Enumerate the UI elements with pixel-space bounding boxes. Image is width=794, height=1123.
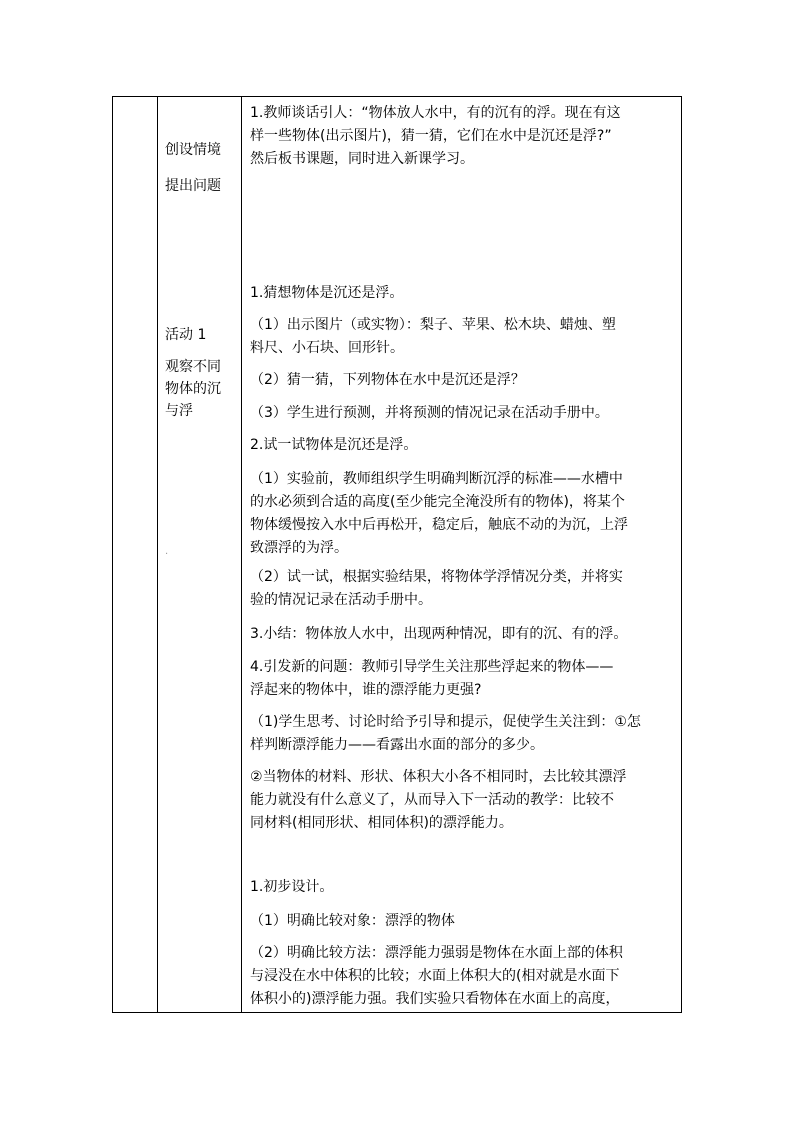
table-divider-1: [157, 96, 158, 1013]
para-intro: [250, 102, 682, 171]
text-line: 1.猜想物体是沉还是浮。: [250, 285, 404, 301]
para-discussion: [250, 711, 682, 757]
para-try-heading: [250, 434, 682, 457]
text-line: ②当物体的材料、形状、体积大小各不相同时，去比较其漂浮: [250, 769, 627, 785]
text-line: （2）试一试，根据实验结果，将物体学浮情况分类，并将实: [250, 569, 623, 585]
row-label-activity1: [165, 324, 237, 422]
stray-mark: .: [165, 546, 169, 557]
para-classify: [250, 566, 682, 612]
label-line: 观察不同: [165, 359, 221, 375]
para-guess: [250, 369, 682, 392]
text-line: （1）实验前，教师组织学生明确判断沉浮的标准——水槽中: [250, 471, 623, 487]
table-divider-2: [241, 96, 242, 1013]
para-compare-method: [250, 942, 682, 1011]
text-line: 能力就没有什么意义了，从而导入下一活动的教学：比较不: [250, 792, 614, 808]
text-line: （2）猜一猜，下列物体在水中是沉还是浮？: [250, 372, 525, 388]
row-label-intro: [165, 132, 237, 204]
label-line: 活动 1: [165, 327, 207, 343]
label-line: 与浮: [165, 403, 193, 419]
text-line: （3）学生进行预测，并将预测的情况记录在活动手册中。: [250, 405, 609, 421]
text-line: 体积小的)漂浮能力强。我们实验只看物体在水面上的高度，: [250, 991, 620, 1007]
label-line: 提出问题: [165, 178, 221, 194]
para-transition: [250, 766, 682, 835]
text-line: 然后板书课题，同时进入新课学习。: [250, 151, 474, 167]
text-line: 样一些物体(出示图片)，猜一猜，它们在水中是沉还是浮?”: [250, 128, 612, 144]
para-design-heading: [250, 876, 682, 899]
text-line: 1.初步设计。: [250, 879, 334, 895]
table-border-bottom: [112, 1012, 682, 1013]
label-line: 物体的沉: [165, 381, 221, 397]
para-show-pictures: [250, 314, 682, 360]
text-line: 1.教师谈话引人：“物体放人水中，有的沉有的浮。现在有这: [250, 105, 621, 121]
table-border-left: [112, 96, 113, 1013]
para-new-question: [250, 656, 682, 702]
text-line: 浮起来的物体中，谁的漂浮能力更强?: [250, 682, 482, 698]
text-line: 样判断漂浮能力——看露出水面的部分的多少。: [250, 737, 544, 753]
text-line: （2）明确比较方法：漂浮能力强弱是物体在水面上部的体积: [250, 945, 623, 961]
text-line: 物体缓慢按入水中后再松开，稳定后，触底不动的为沉，上浮: [250, 517, 628, 533]
text-line: 3.小结：物体放人水中，出现两种情况，即有的沉、有的浮。: [250, 626, 628, 642]
para-summary: [250, 623, 682, 646]
text-line: 2.试一试物体是沉还是浮。: [250, 437, 418, 453]
para-compare-object: [250, 910, 682, 933]
text-line: 与浸没在水中体积的比较；水面上体积大的(相对就是水面下: [250, 968, 620, 984]
text-line: （1）出示图片（或实物）：梨子、苹果、松木块、蜡烛、塑: [250, 317, 616, 333]
text-line: 4.引发新的问题：教师引导学生关注那些浮起来的物体——: [250, 659, 614, 675]
text-line: 的水必须到合适的高度(至少能完全淹没所有的物体)，将某个: [250, 494, 625, 510]
text-line: 验的情况记录在活动手册中。: [250, 592, 432, 608]
para-experiment-standard: [250, 468, 682, 560]
para-guess-heading: [250, 282, 682, 305]
table-border-top: [112, 96, 682, 97]
para-predict: [250, 402, 682, 425]
text-line: （1)学生思考、讨论时给予引导和提示，促使学生关注到：①怎: [250, 714, 641, 730]
text-line: （1）明确比较对象：漂浮的物体: [250, 913, 455, 929]
text-line: 料尺、小石块、回形针。: [250, 340, 404, 356]
text-line: 同材料(相同形状、相同体积)的漂浮能力。: [250, 815, 513, 831]
text-line: 致漂浮的为浮。: [250, 540, 348, 556]
label-line: 创设情境: [165, 142, 221, 158]
